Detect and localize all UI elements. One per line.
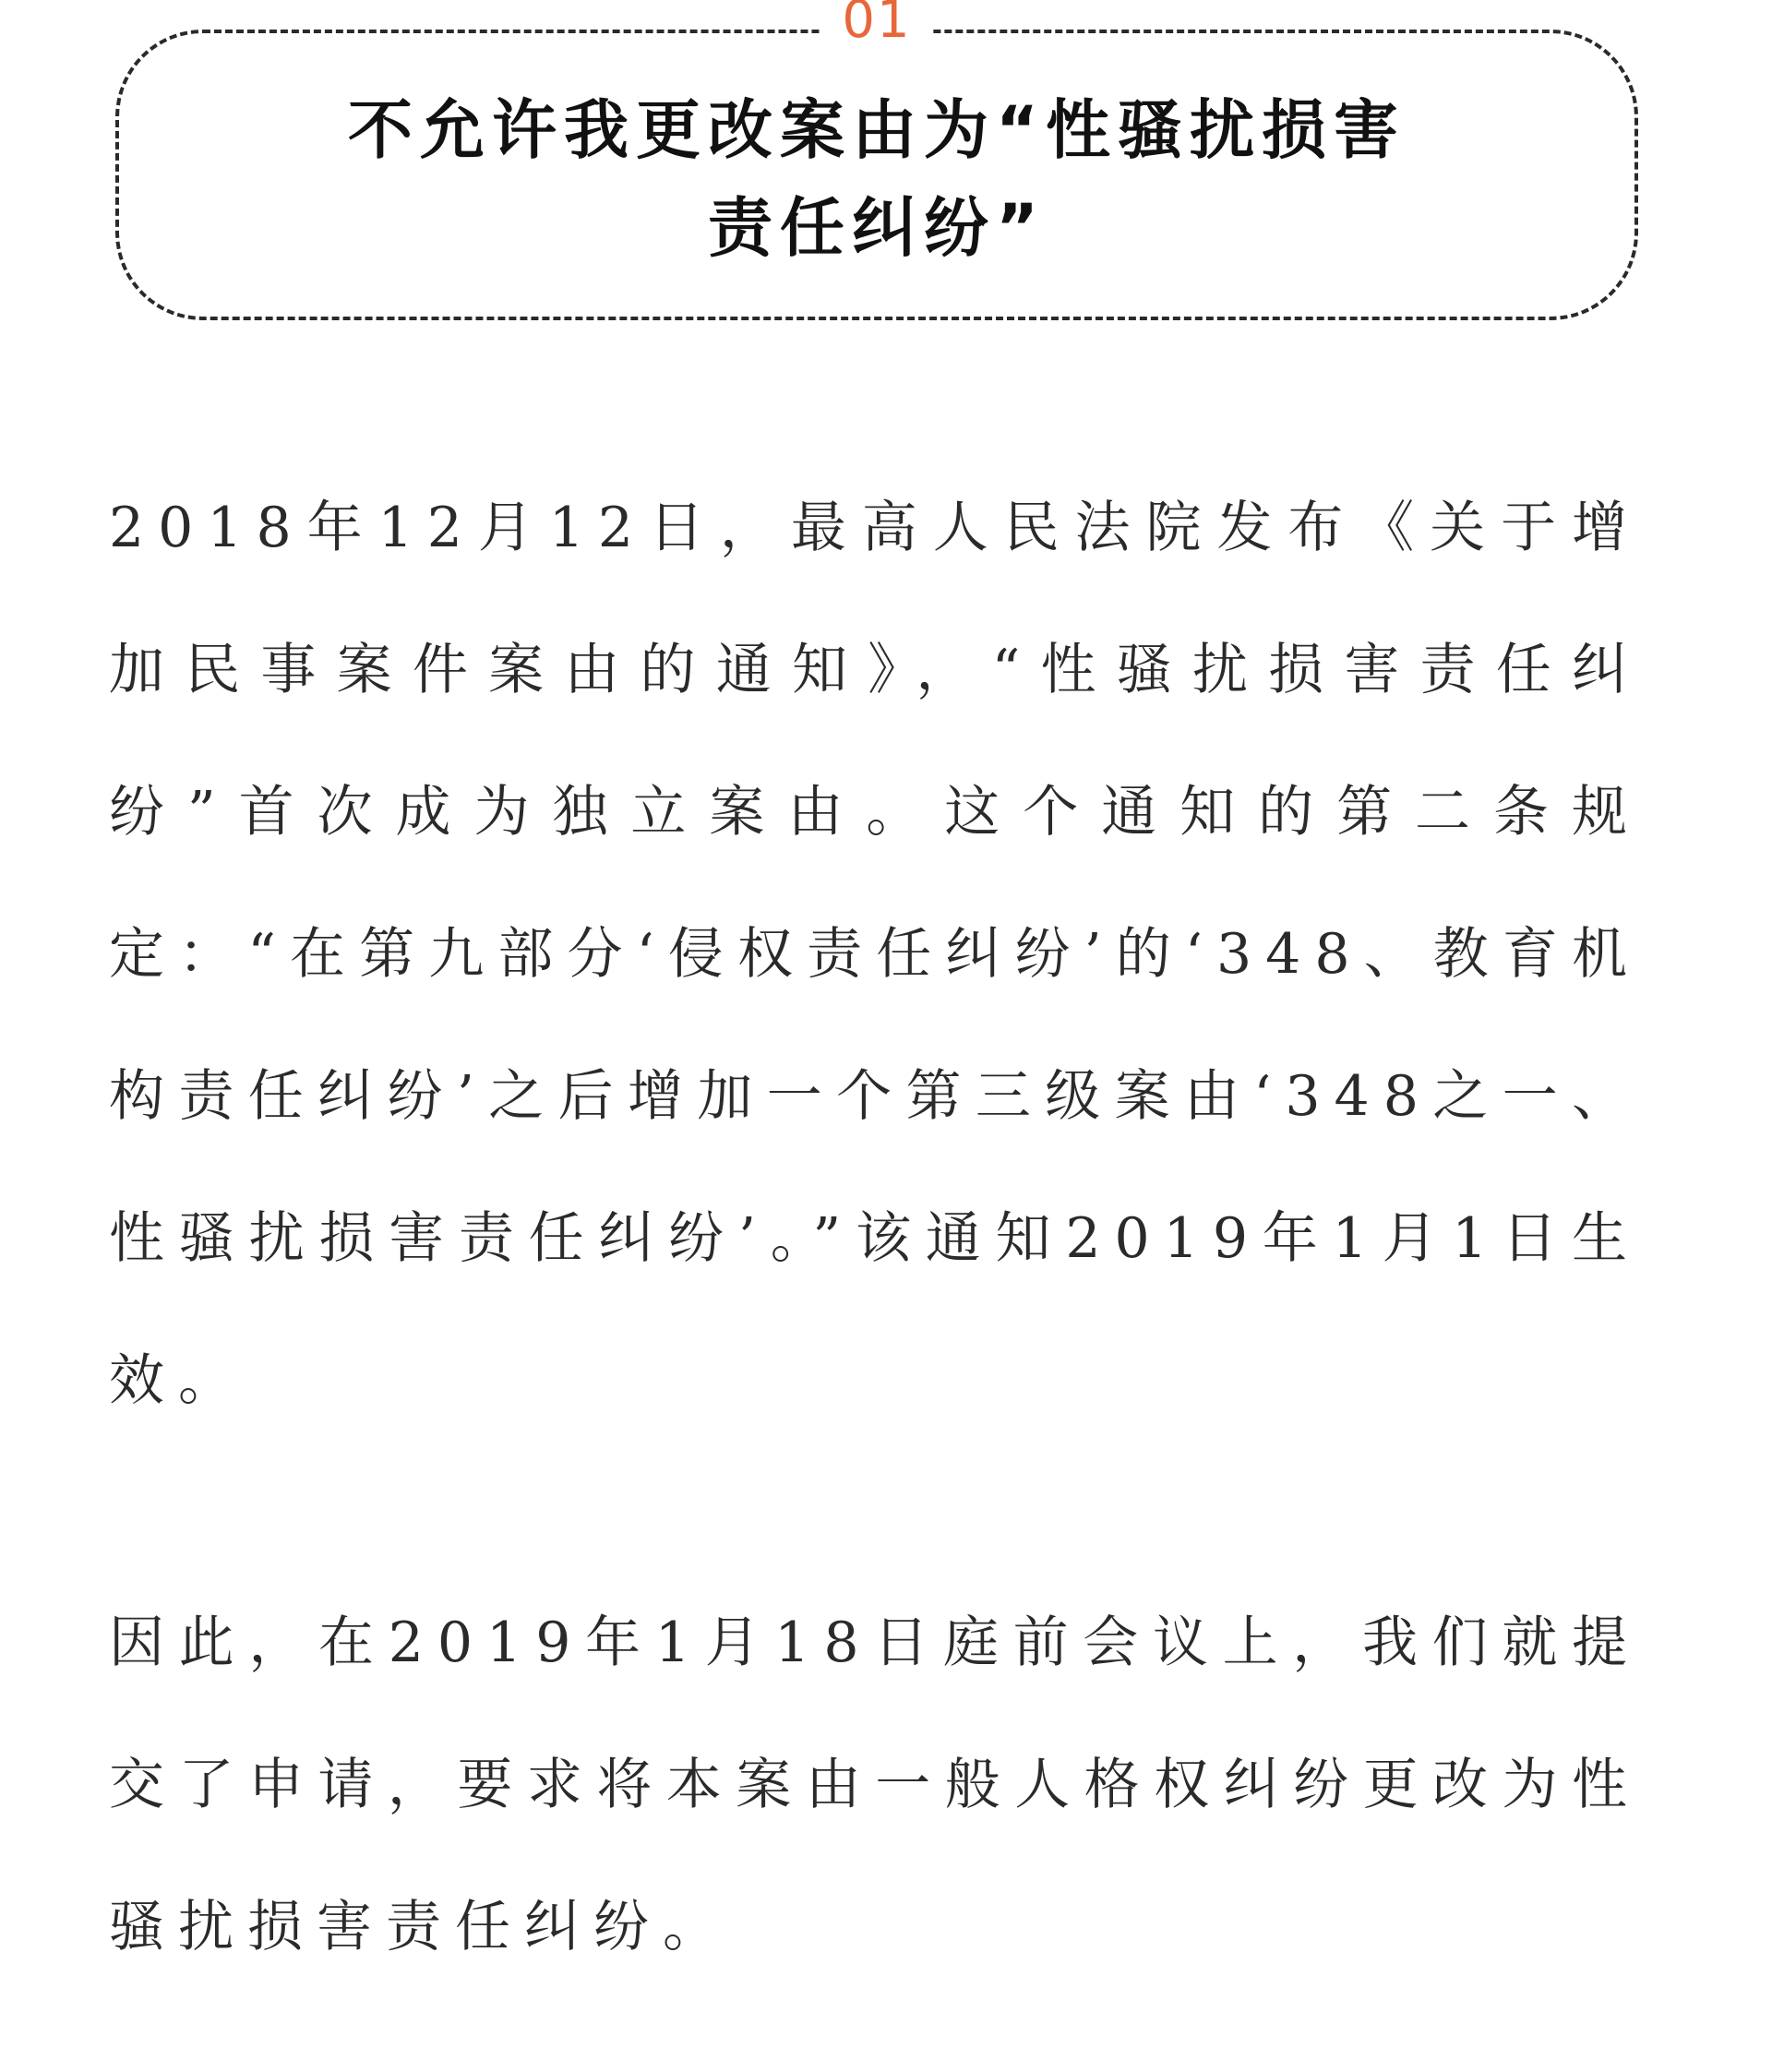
article-body (109, 457, 1641, 1998)
section-number: 01 (821, 0, 931, 50)
section-title-line-2: 责任纠纷” (707, 190, 1046, 266)
paragraph-2: 因此，在2019年1月18日庭前会议上，我们就提交了申请，要求将本案由一般人格权纠纷更改为性骚扰损害责任纠纷。 (109, 1611, 1641, 1959)
paragraph-1: 2018年12月12日，最高人民法院发布《关于增加民事案件案由的通知》，“性骚扰损害责任纠纷”首次成为独立案由。这个通知的第二条规定：“在第九部分‘侵权责任纠纷’的‘348、教育机构责任纠纷’之后增加一个第三级案由‘348之一、性骚扰损害责任纠纷’。”该通知2019年1月1日生效。 (109, 496, 1641, 1413)
section-title (119, 81, 1634, 277)
section-title-line-1: 不允许我更改案由为“性骚扰损害 (347, 92, 1406, 168)
section-header-box (115, 0, 1638, 320)
